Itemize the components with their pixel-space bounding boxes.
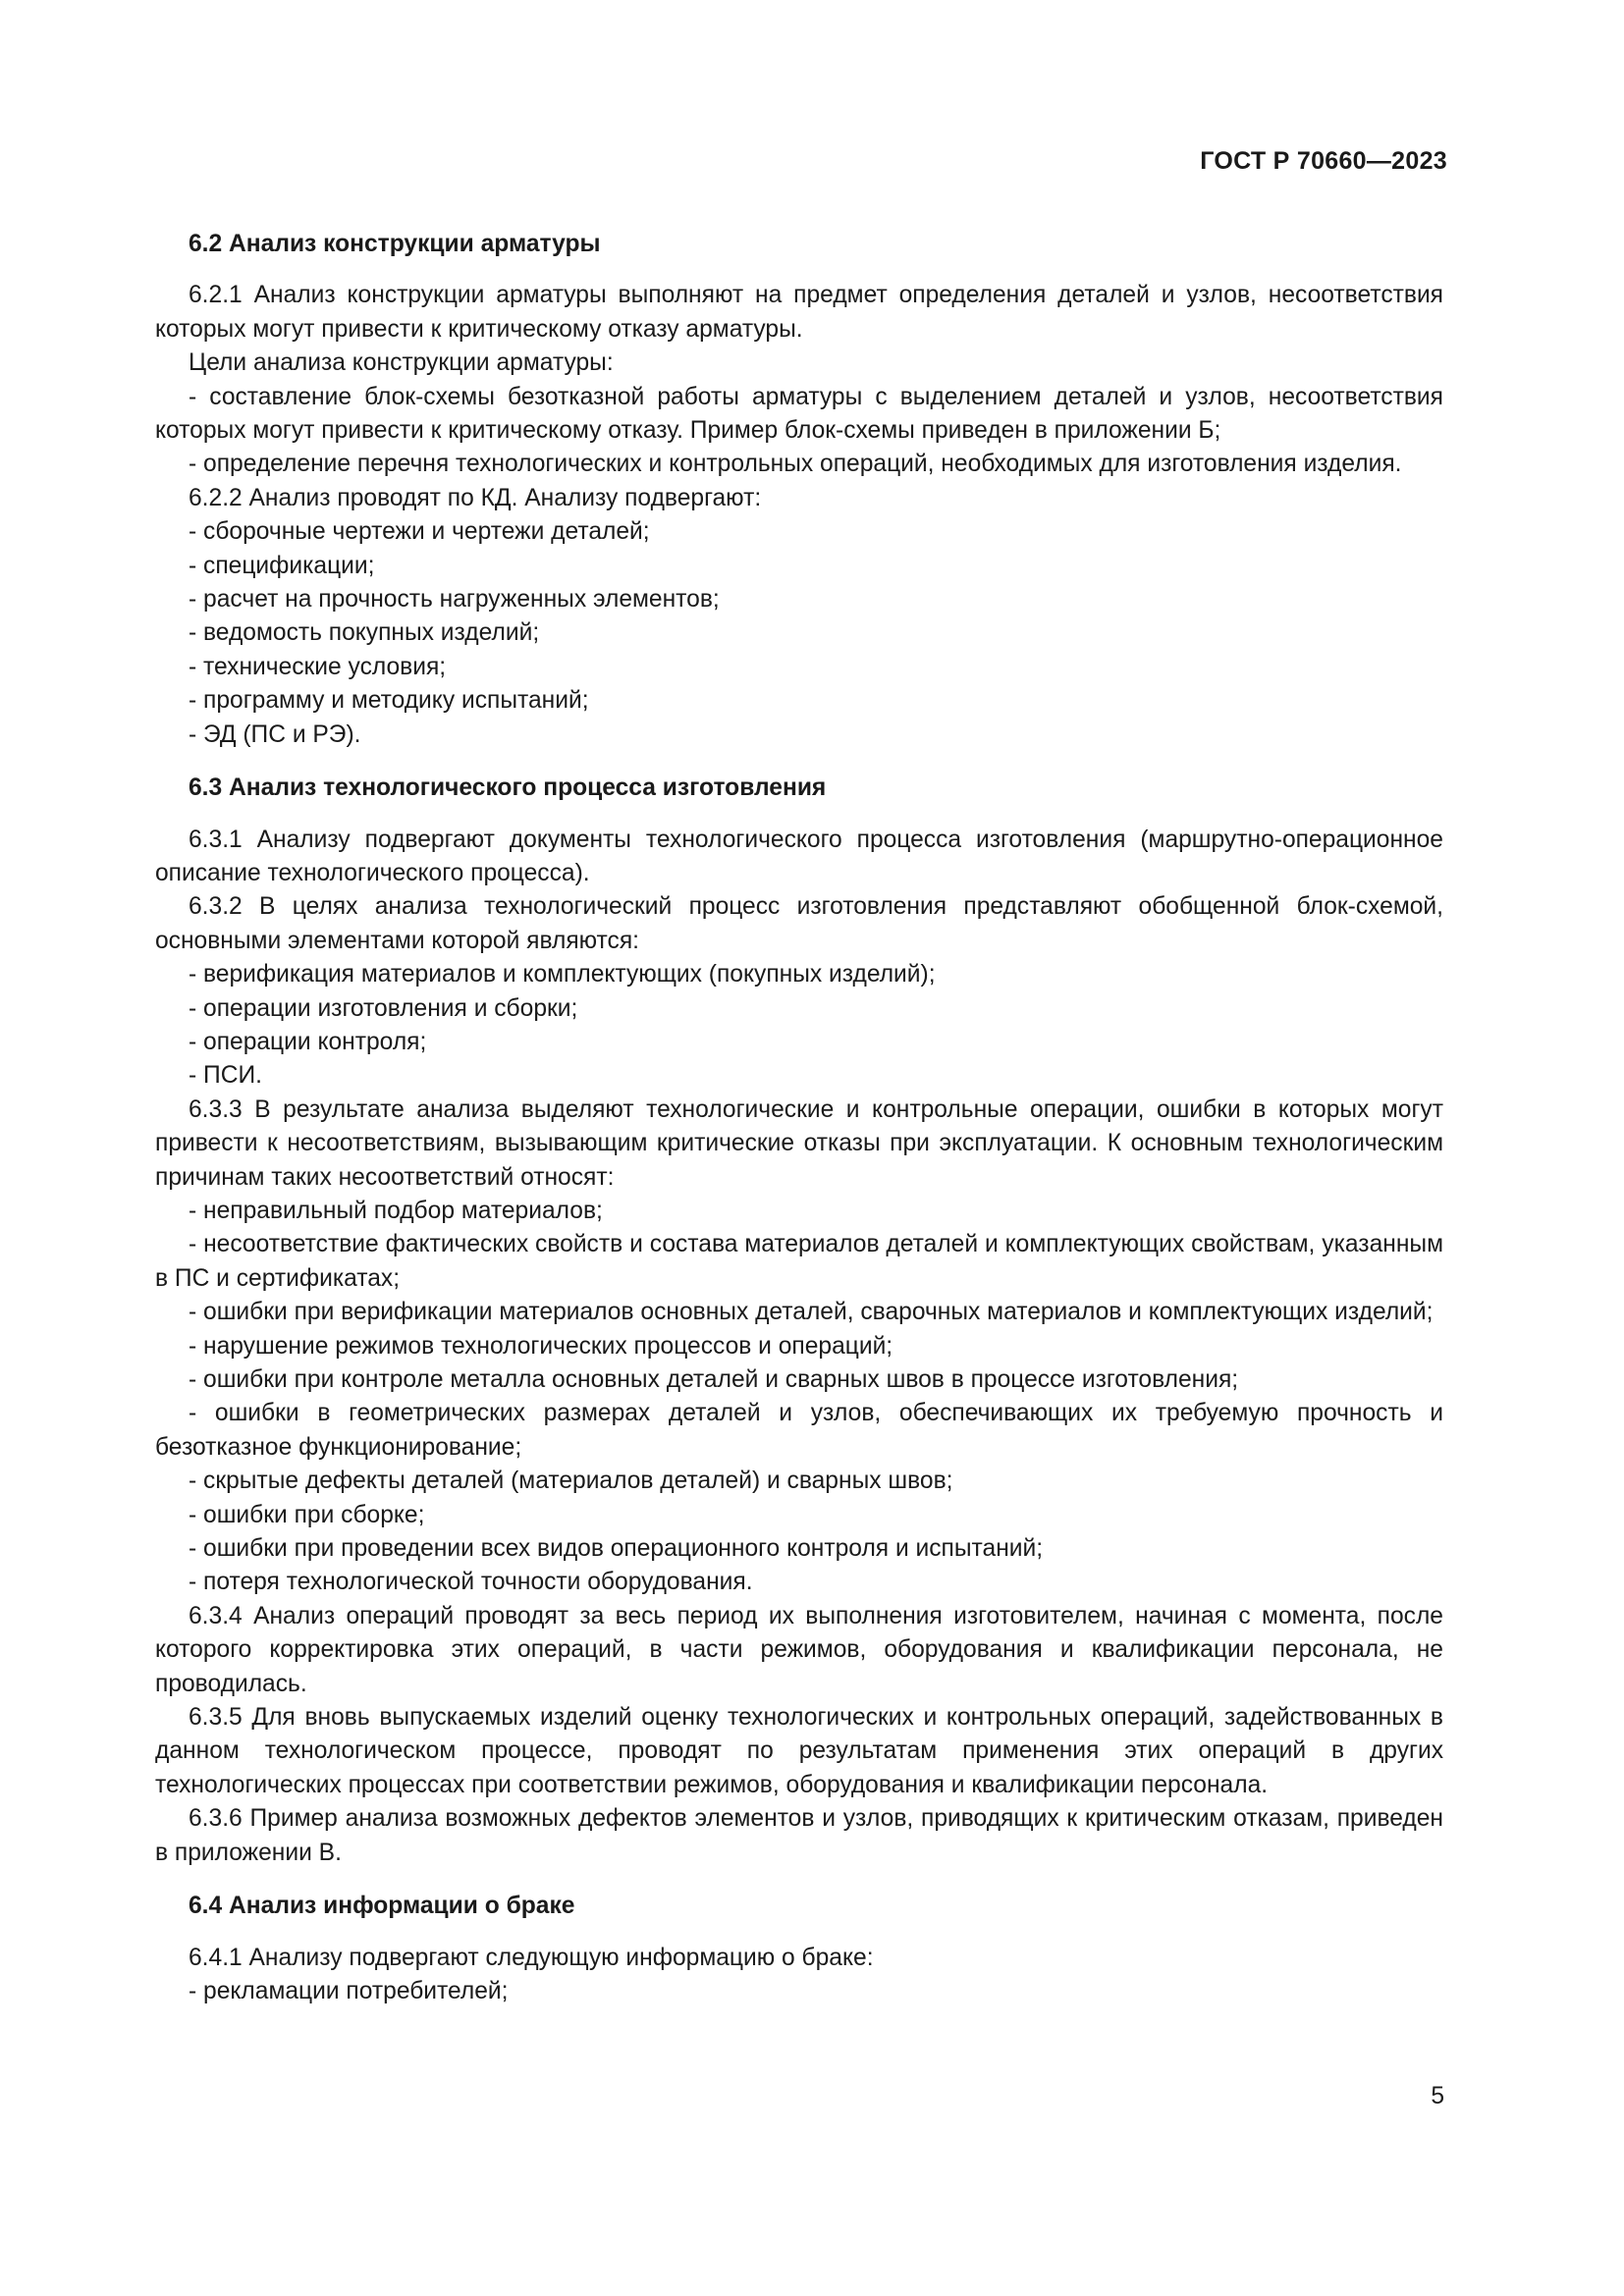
list-item: - рекламации потребителей; <box>189 1977 509 2004</box>
list-item: - потеря технологической точности оборудования. <box>189 1569 753 1596</box>
list-item: - спецификации; <box>189 552 375 579</box>
list-item: - операции контроля; <box>189 1028 427 1055</box>
paragraph-goals-intro: Цели анализа конструкции арматуры: <box>189 349 614 377</box>
paragraph-6-3-1: 6.3.1 Анализу подвергают документы технологического процесса изготовления (маршрутно-операционное описание технологического процесса). <box>155 826 1443 886</box>
list-item: - ведомость покупных изделий; <box>189 619 540 647</box>
list-item: - ошибки при верификации материалов основных деталей, сварочных материалов и комплектующих изделий; <box>189 1299 1434 1326</box>
section-heading-6-4: 6.4 Анализ информации о браке <box>189 1893 575 1920</box>
paragraph-6-4-1: 6.4.1 Анализу подвергают следующую информацию о браке: <box>189 1944 874 1971</box>
list-item: - ошибки при проведении всех видов операционного контроля и испытаний; <box>189 1535 1044 1563</box>
section-heading-6-3: 6.3 Анализ технологического процесса изготовления <box>189 774 827 802</box>
list-item: - операции изготовления и сборки; <box>189 994 578 1022</box>
paragraph-6-3-4: 6.3.4 Анализ операций проводят за весь период их выполнения изготовителем, начиная с момента, после которого корректировка этих операций, в части режимов, оборудования и квалификации персонала, не проводилась. <box>155 1602 1443 1697</box>
list-item: - расчет на прочность нагруженных элементов; <box>189 586 720 614</box>
list-item-goal-1: - составление блок-схемы безотказной работы арматуры с выделением деталей и узлов, несоответствия которых могут привести к критическому отказу. Пример блок-схемы приведен в приложении Б; <box>155 383 1443 445</box>
page-number: 5 <box>1431 2083 1444 2109</box>
paragraph-6-3-5: 6.3.5 Для вновь выпускаемых изделий оценку технологических и контрольных операций, задействованных в данном технологическом процессе, проводят по результатам применения этих операций в других технологических процессах при соответствии режимов, оборудования и квалификации персонала. <box>155 1704 1443 1798</box>
document-code-header: ГОСТ Р 70660—2023 <box>1200 147 1447 175</box>
list-item: - программу и методику испытаний; <box>189 687 589 715</box>
list-item: - неправильный подбор материалов; <box>189 1197 603 1224</box>
list-item: - сборочные чертежи и чертежи деталей; <box>189 518 650 546</box>
paragraph-6-3-2: 6.3.2 В целях анализа технологический процесс изготовления представляют обобщенной блок-схемой, основными элементами которой являются: <box>155 893 1443 954</box>
section-heading-6-2: 6.2 Анализ конструкции арматуры <box>189 231 601 257</box>
list-item: - верификация материалов и комплектующих (покупных изделий); <box>189 961 936 988</box>
paragraph-6-2-1: 6.2.1 Анализ конструкции арматуры выполняют на предмет определения деталей и узлов, несоответствия которых могут привести к критическому отказу арматуры. <box>155 282 1443 343</box>
list-item: - ошибки в геометрических размерах деталей и узлов, обеспечивающих их требуемую прочность и безотказное функционирование; <box>155 1400 1443 1461</box>
document-body <box>155 228 1443 2008</box>
paragraph-6-2-2: 6.2.2 Анализ проводят по КД. Анализу подвергают: <box>189 484 762 511</box>
list-item: - технические условия; <box>189 653 447 680</box>
list-item: - ошибки при контроле металла основных деталей и сварных швов в процессе изготовления; <box>189 1366 1239 1393</box>
list-item: - ошибки при сборке; <box>189 1501 425 1528</box>
list-item-goal-2: - определение перечня технологических и контрольных операций, необходимых для изготовления изделия. <box>189 451 1402 478</box>
list-item: - скрытые дефекты деталей (материалов деталей) и сварных швов; <box>189 1468 953 1495</box>
list-item: - несоответствие фактических свойств и состава материалов деталей и комплектующих свойствам, указанным в ПС и сертификатах; <box>155 1231 1443 1292</box>
list-item: - ПСИ. <box>189 1062 262 1090</box>
list-item: - ЭД (ПС и РЭ). <box>189 721 361 748</box>
paragraph-6-3-3: 6.3.3 В результате анализа выделяют технологические и контрольные операции, ошибки в которых могут привести к несоответствиям, вызывающим критические отказы при эксплуатации. К основным технологическим причинам таких несоответствий относят: <box>155 1095 1443 1191</box>
paragraph-6-3-6: 6.3.6 Пример анализа возможных дефектов элементов и узлов, приводящих к критическим отказам, приведен в приложении В. <box>155 1805 1443 1866</box>
list-item: - нарушение режимов технологических процессов и операций; <box>189 1332 893 1360</box>
